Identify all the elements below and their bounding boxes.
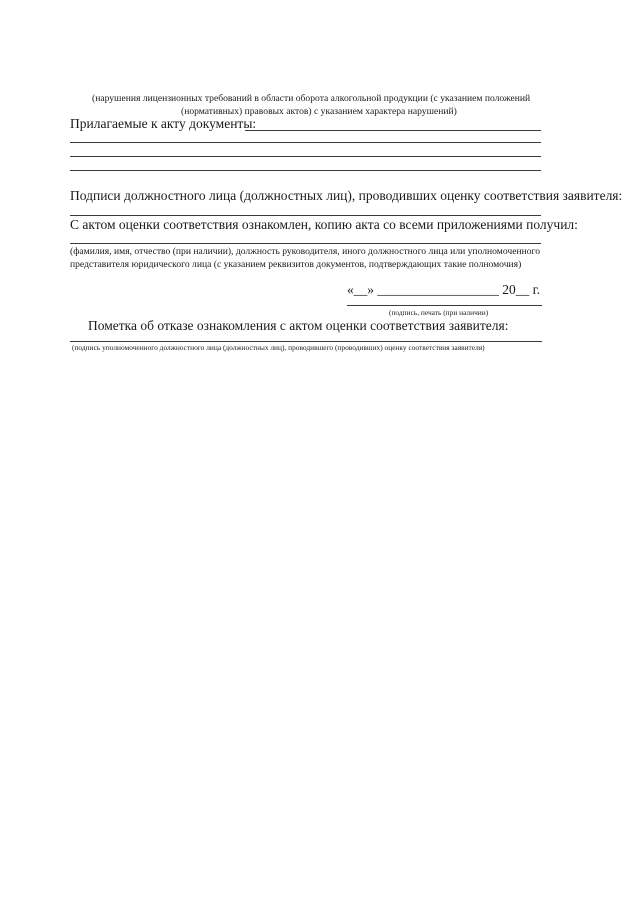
refusal-line [70, 341, 542, 342]
signature-seal-line [347, 305, 542, 306]
violations-caption-line2: (нормативных) правовых актов) с указанием характера нарушений) [181, 106, 457, 117]
signatures-line [70, 215, 541, 216]
date-line: «__» __________________ 20__ г. [347, 282, 541, 297]
attached-docs-label: Прилагаемые к акту документы: [70, 116, 257, 131]
signature-seal-caption: (подпись, печать (при наличии) [389, 308, 489, 317]
acquainted-label: С актом оценки соответствия ознакомлен, копию акта со всеми приложениями получил: [70, 217, 578, 232]
representative-line [70, 243, 541, 244]
representative-caption-line1: (фамилия, имя, отчество (при наличии), должность руководителя, иного должностного лица или уполномоченного [70, 246, 541, 257]
attached-docs-line-3 [70, 156, 541, 157]
refusal-label: Пометка об отказе ознакомления с актом оценки соответствия заявителя: [88, 318, 509, 333]
signatures-label: Подписи должностного лица (должностных лиц), проводивших оценку соответствия заявителя: [70, 188, 623, 203]
refusal-caption: (подпись уполномоченного должностного лица (должностных лиц), проводившего (проводивших) оценку соответствия заявителя) [72, 343, 485, 352]
representative-caption-line2: представителя юридического лица (с указанием реквизитов документов, подтверждающих такие полномочия) [70, 259, 522, 270]
attached-docs-line-1 [245, 130, 541, 131]
violations-caption-line1: (нарушения лицензионных требований в области оборота алкогольной продукции (с указанием положений [92, 93, 531, 104]
attached-docs-line-2 [70, 142, 541, 143]
attached-docs-line-4 [70, 170, 541, 171]
